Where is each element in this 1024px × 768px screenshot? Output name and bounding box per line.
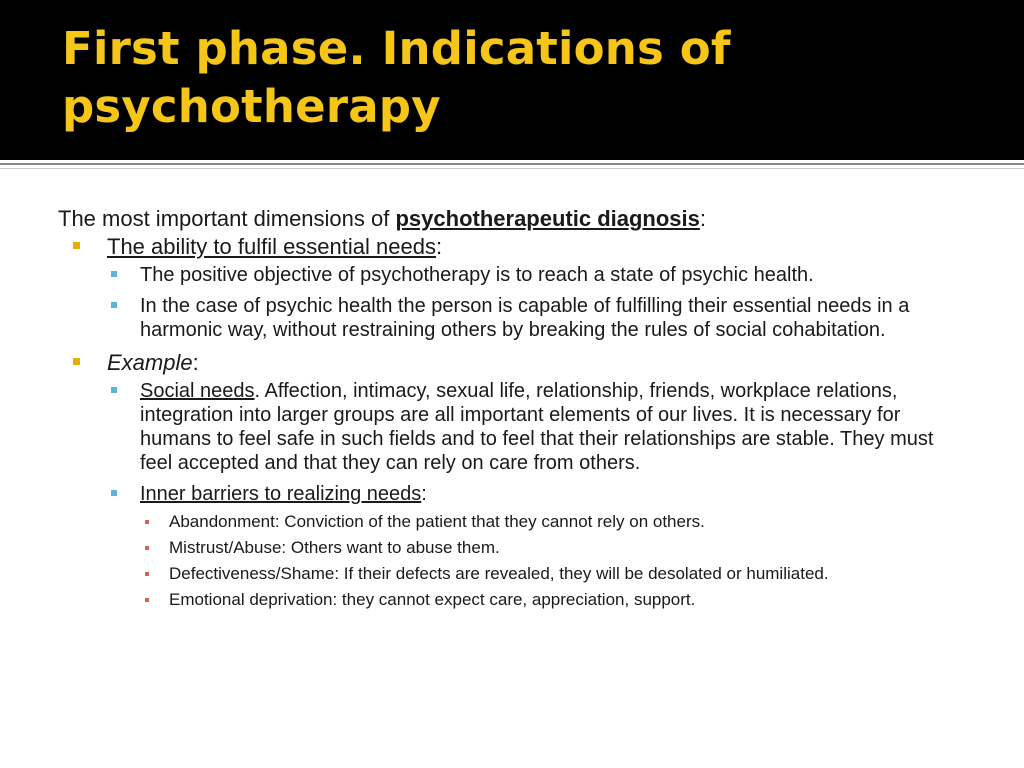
square-bullet-icon [73, 358, 80, 365]
ability-heading: The ability to fulfil essential needs [107, 234, 436, 259]
social-needs-text: . Affection, intimacy, sexual life, relationship, friends, workplace relations, integration into larger groups are all important elements of our lives. It is necessary for humans to feel safe in such fields and to feel that their relationships are stable. They must feel accepted and that they can rely on care from others. [140, 380, 934, 474]
intro-term: psychotherapeutic diagnosis [395, 206, 700, 231]
inner-barriers-suffix: : [421, 483, 427, 505]
square-bullet-icon [111, 271, 117, 277]
title-divider [0, 163, 1024, 165]
square-bullet-icon [145, 572, 149, 576]
list-item-social-needs [107, 379, 968, 475]
square-bullet-icon [111, 387, 117, 393]
slide-body [58, 205, 968, 617]
list-item-example [58, 349, 968, 610]
list-item [140, 511, 968, 532]
ability-sublist [107, 263, 968, 342]
slide-title: First phase. Indications of psychotherapy [62, 22, 731, 133]
list-item [140, 589, 968, 610]
list-item-inner-barriers [107, 482, 968, 610]
barriers-sublist [140, 511, 968, 610]
square-bullet-icon [73, 242, 80, 249]
ability-item-text: The positive objective of psychotherapy is to reach a state of psychic health. [140, 264, 814, 286]
main-list [58, 233, 968, 610]
social-needs-term: Social needs [140, 380, 255, 402]
intro-prefix: The most important dimensions of [58, 206, 396, 231]
square-bullet-icon [111, 302, 117, 308]
example-sublist [107, 379, 968, 610]
barrier-text: Defectiveness/Shame: If their defects are revealed, they will be desolated or humiliated. [169, 564, 829, 583]
ability-heading-suffix: : [435, 234, 443, 259]
title-divider-thin [0, 168, 1024, 169]
inner-barriers-term: Inner barriers to realizing needs [140, 483, 422, 505]
square-bullet-icon [145, 546, 149, 550]
title-bar [0, 0, 1024, 160]
example-heading: Example [107, 350, 193, 375]
list-item [107, 263, 968, 287]
ability-item-text: In the case of psychic health the person is capable of fulfilling their essential needs in a harmonic way, without restraining others by breaking the rules of social cohabitation. [140, 295, 910, 341]
intro-suffix: : [699, 206, 707, 231]
square-bullet-icon [111, 490, 117, 496]
barrier-text: Mistrust/Abuse: Others want to abuse them. [169, 538, 500, 557]
intro-line [58, 205, 968, 233]
square-bullet-icon [145, 598, 149, 602]
list-item-ability [58, 233, 968, 342]
example-heading-suffix: : [192, 350, 199, 375]
list-item [140, 563, 968, 584]
square-bullet-icon [145, 520, 149, 524]
barrier-text: Emotional deprivation: they cannot expect care, appreciation, support. [169, 590, 696, 609]
list-item [107, 294, 968, 342]
barrier-text: Abandonment: Conviction of the patient that they cannot rely on others. [169, 512, 705, 531]
list-item [140, 537, 968, 558]
